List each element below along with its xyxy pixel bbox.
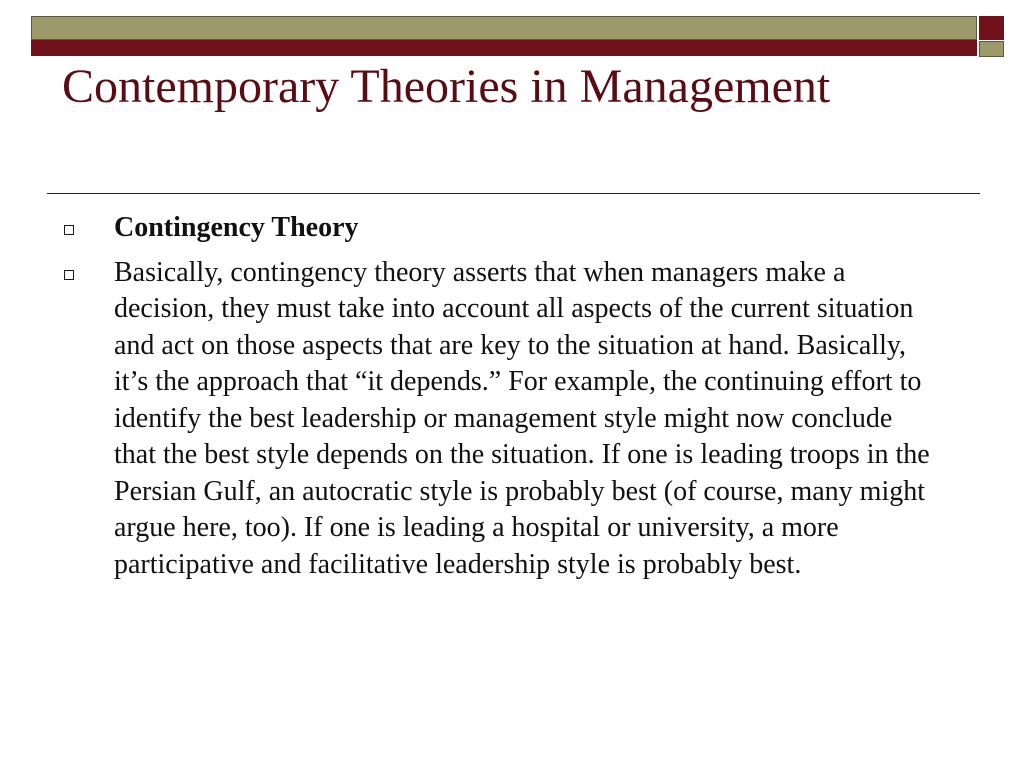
header-band-olive <box>31 16 977 40</box>
hollow-square-bullet-icon <box>64 225 74 235</box>
corner-block-olive <box>979 41 1004 57</box>
hollow-square-bullet-icon <box>64 270 74 280</box>
corner-block-maroon <box>979 16 1004 40</box>
bullet-heading: Contingency Theory <box>114 212 359 243</box>
bullet-body-text: Basically, contingency theory asserts that when managers make a decision, they must take into account all aspects of the current situation and act on those aspects that are key to the situation at hand. Basically, it’s the approach that “it depends.” For example, the continuing effort to identify the best leadership or management style might now conclude that the best style depends on the situation. If one is leading troops in the Persian Gulf, an autocratic style is probably best (of course, many might argue here, too). If one is leading a hospital or university, a more participative and facilitative leadership style is probably best. <box>114 256 930 580</box>
bullet-list <box>64 210 984 591</box>
title-divider <box>47 193 980 194</box>
bullet-item <box>64 210 984 247</box>
slide-title: Contemporary Theories in Management <box>62 60 831 113</box>
bullet-item <box>64 255 984 584</box>
header-band-maroon <box>31 40 977 56</box>
